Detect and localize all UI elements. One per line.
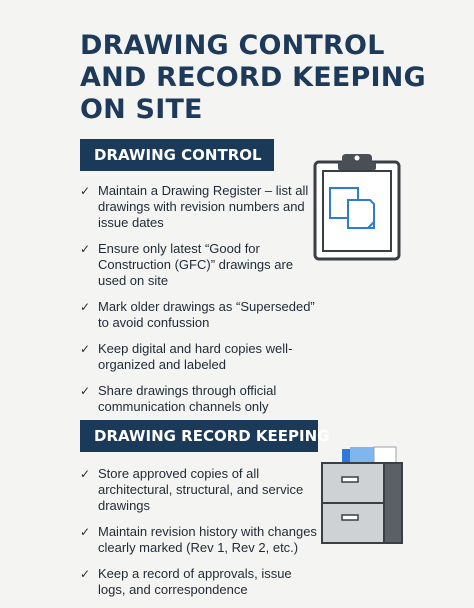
list-item	[80, 524, 320, 556]
title-line: DRAWING CONTROL	[80, 30, 385, 61]
check-icon: ✓	[80, 300, 91, 314]
check-icon: ✓	[80, 384, 91, 398]
list-item	[80, 383, 320, 415]
drawing-control-list	[80, 183, 320, 425]
check-icon: ✓	[80, 242, 91, 256]
list-item	[80, 183, 320, 231]
list-item-text: Store approved copies of all architectural, structural, and service drawings	[98, 466, 304, 513]
check-icon: ✓	[80, 467, 91, 481]
check-icon: ✓	[80, 525, 91, 539]
list-item-text: Mark older drawings as “Superseded” to avoid confussion	[98, 299, 315, 330]
page-title	[80, 30, 460, 126]
list-item-text: Keep digital and hard copies well-organized and labeled	[98, 341, 293, 372]
title-line: AND RECORD KEEPING	[80, 62, 426, 93]
list-item	[80, 241, 320, 289]
check-icon: ✓	[80, 342, 91, 356]
check-icon: ✓	[80, 184, 91, 198]
list-item	[80, 466, 320, 514]
list-item	[80, 566, 320, 598]
list-item-text: Keep a record of approvals, issue logs, and correspondence	[98, 566, 292, 597]
list-item-text: Maintain a Drawing Register – list all drawings with revision numbers and issue dates	[98, 183, 309, 230]
title-line: ON SITE	[80, 94, 203, 125]
drawing-control-header: DRAWING CONTROL	[80, 139, 274, 171]
list-item	[80, 299, 320, 331]
list-item-text: Maintain revision history with changes clearly marked (Rev 1, Rev 2, etc.)	[98, 524, 317, 555]
list-item-text: Share drawings through official communication channels only	[98, 383, 277, 414]
list-item	[80, 341, 320, 373]
clipboard-icon	[312, 152, 402, 262]
filing-cabinet-icon	[320, 445, 404, 545]
record-keeping-list	[80, 466, 320, 608]
check-icon: ✓	[80, 567, 91, 581]
record-keeping-header: DRAWING RECORD KEEPING	[80, 420, 318, 452]
list-item-text: Ensure only latest “Good for Construction (GFC)” drawings are used on site	[98, 241, 294, 288]
